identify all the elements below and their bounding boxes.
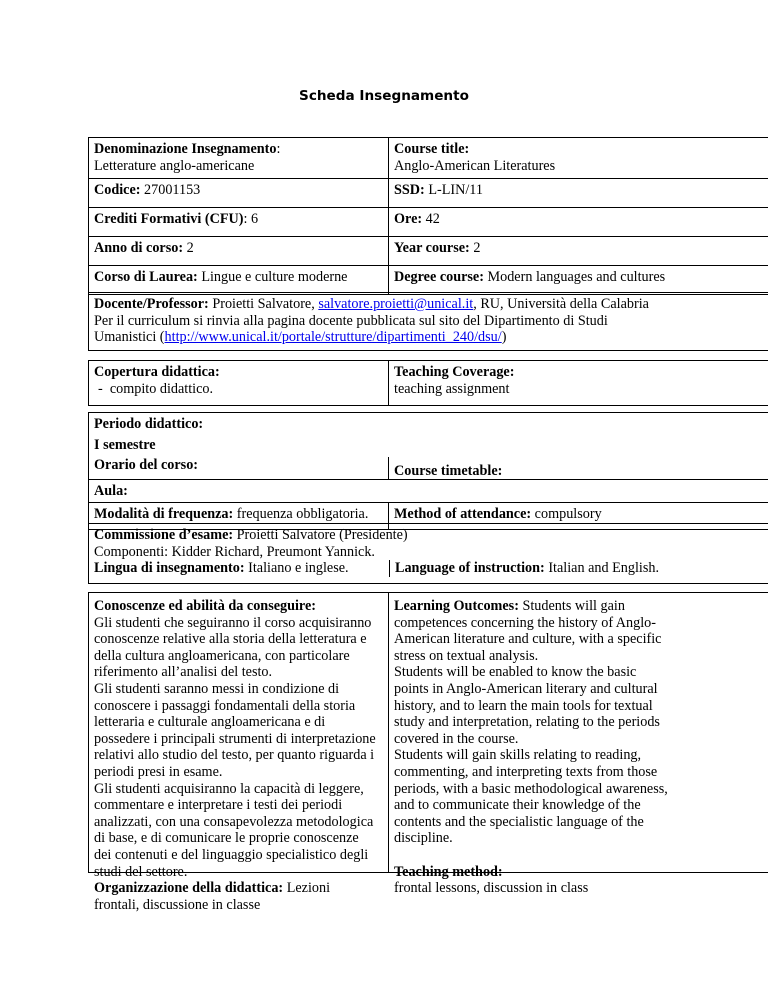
periodo-table — [88, 412, 768, 530]
curriculum-note-suffix: ) — [501, 329, 507, 346]
text-line: analizzati, con una consapevolezza metodologica — [94, 813, 374, 830]
periodo-value-cell — [89, 437, 161, 457]
denominazione-label: Denominazione Insegnamento — [94, 141, 277, 157]
corso-label: Corso di Laurea: — [94, 269, 198, 285]
conoscenze-box — [88, 592, 768, 913]
denominazione-value: Letterature anglo-americane — [94, 157, 255, 174]
learning-outcomes-label: Learning Outcomes: — [394, 598, 519, 614]
lingua-label: Lingua di insegnamento: — [94, 560, 245, 577]
text-line: competences concerning the history of Anglo- — [394, 614, 656, 631]
text-line: and to communicate their knowledge of the — [394, 797, 641, 814]
anno-cell — [89, 237, 389, 265]
text-line: Gli studenti acquisiranno la capacità di leggere, — [94, 780, 364, 797]
conoscenze-label: Conoscenze ed abilità da conseguire: — [94, 598, 316, 614]
table-row — [89, 266, 768, 294]
ore-label: Ore: — [394, 211, 423, 227]
text-line: dei contenuti e del linguaggio specialistico degli — [94, 846, 369, 863]
degree-course-label: Degree course: — [394, 269, 484, 285]
teaching-coverage-label: Teaching Coverage: — [394, 364, 515, 380]
text-line: study and interpretation, relating to the periods — [394, 714, 660, 731]
periodo-mid — [89, 437, 768, 457]
language-value: Italian and English. — [548, 560, 660, 577]
codice-label: Codice: — [94, 182, 141, 198]
lingua-value: Italiano e inglese. — [248, 560, 349, 577]
periodo-label: Periodo didattico: — [94, 416, 204, 432]
aula-cell — [89, 480, 768, 502]
timetable-label: Course timetable: — [394, 463, 503, 479]
text-line: riferimento all’analisi del testo. — [94, 664, 273, 681]
corso-value: Lingue e culture moderne — [201, 269, 348, 285]
copertura-item-text: compito didattico. — [109, 380, 214, 397]
method-value: compulsory — [534, 506, 602, 522]
teaching-coverage-cell — [389, 361, 768, 405]
language-label: Language of instruction: — [395, 560, 545, 577]
text-line: stress on textual analysis. — [394, 647, 539, 664]
ssd-cell — [389, 179, 768, 207]
crediti-label: Crediti Formativi (CFU) — [94, 211, 244, 227]
orario-cell — [89, 457, 389, 479]
teaching-coverage-value: teaching assignment — [394, 380, 510, 397]
text-line: commenting, and interpreting texts from those — [394, 763, 658, 780]
teaching-method-label: Teaching method: — [394, 863, 503, 880]
organizzazione-label: Organizzazione della didattica: — [94, 880, 284, 897]
table-row — [89, 179, 768, 208]
commissione-box — [88, 523, 768, 584]
conoscenze-text — [94, 615, 383, 881]
commissione-label: Commissione d’esame: — [94, 527, 234, 543]
course-title-cell — [389, 138, 768, 178]
text-line: della cultura angloamericana, con particolare — [94, 647, 350, 664]
course-title-value: Anglo-American Literatures — [394, 157, 556, 174]
docente-affiliation: , RU, Università della Calabria — [473, 296, 649, 312]
year-course-cell — [389, 237, 768, 265]
aula-label: Aula: — [94, 483, 128, 499]
degree-course-cell — [389, 266, 768, 294]
learning-outcomes-text — [394, 615, 767, 847]
periodo-top — [89, 413, 768, 437]
timetable-cell — [389, 457, 768, 479]
text-line: Gli studenti saranno messi in condizione di — [94, 680, 340, 697]
lingua-cell — [89, 560, 389, 577]
codice-cell — [89, 179, 389, 207]
anno-label: Anno di corso: — [94, 240, 184, 256]
table-row — [89, 208, 768, 237]
text-line: history, and to learn the main tools for textual — [394, 697, 653, 714]
denominazione-cell: Denominazione Insegnamento: Letterature anglo-americane — [89, 138, 389, 178]
text-line: commentare e interpretare i testi dei periodi — [94, 797, 343, 814]
ore-value: 42 — [425, 211, 440, 227]
year-course-label: Year course: — [394, 240, 470, 256]
docente-label: Docente/Professor: — [94, 296, 209, 312]
copertura-item: - compito didattico. — [98, 380, 214, 397]
organizzazione-value-2: frontali, discussione in classe — [94, 896, 261, 913]
copertura-box — [88, 360, 768, 406]
copertura-cell — [89, 361, 389, 405]
codice-value: 27001153 — [144, 182, 201, 198]
text-line: covered in the course. — [394, 730, 519, 747]
table-row — [89, 237, 768, 266]
ssd-value: L-LIN/11 — [428, 182, 483, 198]
corso-cell — [89, 266, 389, 294]
conoscenze-cell — [89, 593, 389, 913]
text-line: letteraria e culturale angloamericana e di — [94, 714, 326, 731]
crediti-cell: Crediti Formativi (CFU): 6 — [89, 208, 389, 236]
text-line: conoscere i passaggi fondamentali della storia — [94, 697, 356, 714]
text-line: contents and the specialistic language of the — [394, 813, 644, 830]
modalita-label: Modalità di frequenza: — [94, 506, 234, 522]
table-row — [89, 457, 768, 480]
learning-outcomes-cell — [389, 593, 768, 897]
text-line: Students will gain skills relating to reading, — [394, 747, 642, 764]
year-course-value: 2 — [473, 240, 481, 256]
curriculum-note-prefix: Umanistici ( — [94, 329, 165, 346]
orario-label: Orario del corso: — [94, 457, 199, 473]
text-line: periods, with a basic methodological awareness, — [394, 780, 668, 797]
table-row — [89, 480, 768, 503]
method-label: Method of attendance: — [394, 506, 532, 522]
language-cell — [389, 560, 768, 577]
teaching-method-value: frontal lessons, discussion in class — [394, 880, 589, 897]
text-line: conoscenze relative alla storia della letteratura e — [94, 631, 367, 648]
text-line: periodi presi in esame. — [94, 763, 223, 780]
text-line: discipline. — [394, 830, 453, 847]
curriculum-note: Per il curriculum si rinvia alla pagina docente pubblicata sul sito del Dipartimento di Studi — [94, 312, 608, 329]
table-row — [89, 138, 768, 179]
docente-cell — [89, 293, 768, 346]
text-line: relativi allo studio del testo, per quanto riguarda i — [94, 747, 375, 764]
organizzazione-value-1: Lezioni — [286, 880, 331, 897]
crediti-value: 6 — [250, 211, 259, 227]
docente-email-link[interactable]: salvatore.proietti@unical.it — [318, 296, 474, 312]
copertura-label: Copertura didattica: — [94, 364, 220, 380]
anno-value: 2 — [186, 240, 194, 256]
degree-course-value: Modern languages and cultures — [487, 269, 666, 285]
commissione-cell — [89, 524, 768, 560]
ore-cell — [389, 208, 768, 236]
page-title: Scheda Insegnamento — [299, 88, 469, 104]
course-title-label: Course title: — [394, 141, 470, 157]
learning-outcomes-first: Students will gain — [522, 598, 625, 614]
docente-name: Proietti Salvatore, — [212, 296, 315, 312]
text-line: Students will be enabled to know the basic — [394, 664, 637, 681]
componenti: Componenti: Kidder Richard, Preumont Yannick. — [94, 543, 375, 560]
text-line: possedere i principali strumenti di interpretazione — [94, 730, 376, 747]
modalita-value: frequenza obbligatoria. — [236, 506, 369, 522]
text-line: points in Anglo-American literary and cultural — [394, 680, 658, 697]
lingua-row — [89, 560, 768, 577]
ssd-label: SSD: — [394, 182, 425, 198]
commissione-value: Proietti Salvatore (Presidente) — [236, 527, 408, 543]
text-line: studi del settore. — [94, 863, 188, 880]
periodo-value: I semestre — [94, 437, 156, 453]
course-info-table — [88, 137, 768, 295]
text-line: di base, e di comunicare le proprie conoscenze — [94, 830, 359, 847]
text-line: Gli studenti che seguiranno il corso acquisiranno — [94, 614, 372, 631]
department-url-link[interactable]: http://www.unical.it/portale/strutture/dipartimenti_240/dsu/ — [164, 329, 502, 346]
spacer — [394, 847, 767, 864]
docente-box — [88, 292, 768, 351]
text-line: American literature and culture, with a specific — [394, 631, 662, 648]
